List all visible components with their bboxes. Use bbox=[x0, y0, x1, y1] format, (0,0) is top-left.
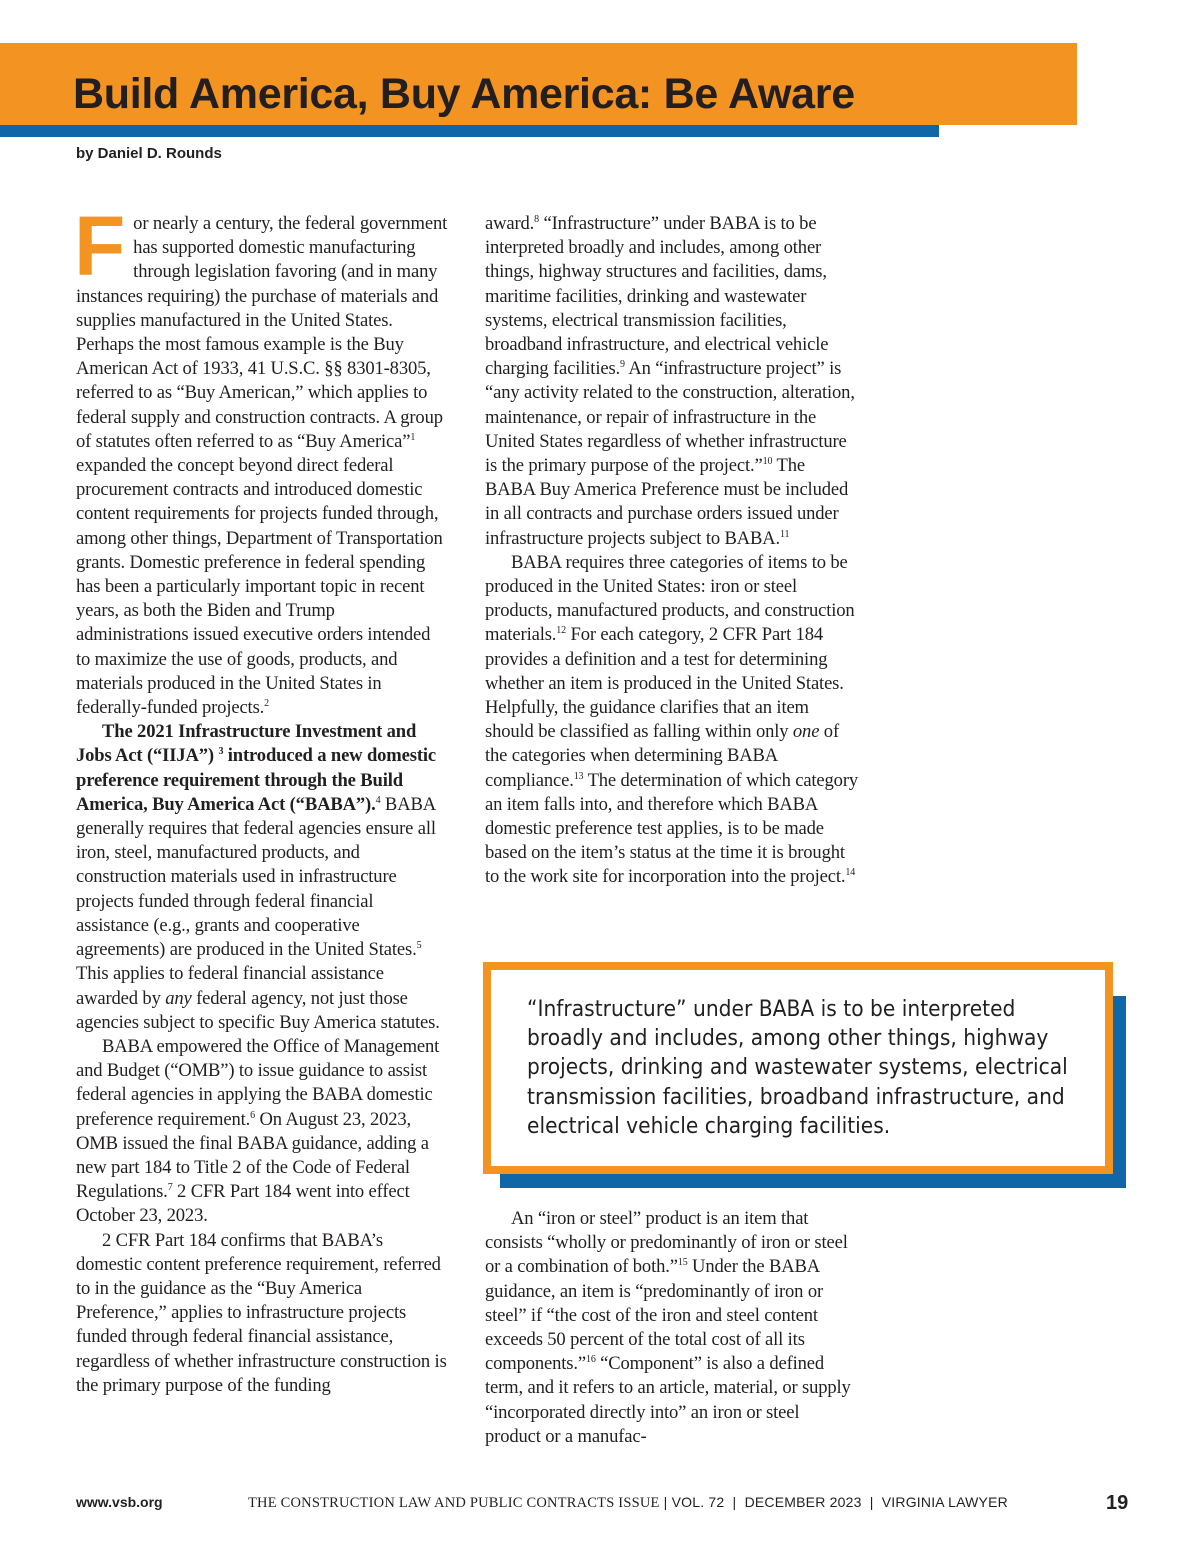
pull-quote-text: “Infrastructure” under BABA is to be interpreted broadly and includes, among other things, highway projects, drinking and wastewater systems, electrical transmission facilities, broadband infrastructure, and electrical vehicle charging facilities. bbox=[527, 996, 1068, 1139]
footnote-ref: 7 bbox=[167, 1182, 173, 1194]
footnote-ref: 4 bbox=[375, 794, 381, 806]
text-span: “Component” is also a defined term, and it refers to an article, material, or supply “incorporated directly into” an iron or steel product or a manufac- bbox=[485, 1353, 851, 1447]
text-span: Under the BABA guidance, an item is “predominantly of iron or steel” if “the cost of the iron and steel content exceeds 50 percent of the total cost of all its components.” bbox=[485, 1256, 824, 1375]
text-span: of the categories when determining BABA compliance. bbox=[485, 721, 839, 791]
emphasis: any bbox=[165, 987, 192, 1009]
footer-sep: | bbox=[724, 1494, 745, 1510]
paragraph bbox=[76, 1035, 448, 1229]
footnote-ref: 15 bbox=[677, 1257, 688, 1269]
footnote-ref: 5 bbox=[416, 940, 422, 952]
footer-sep: | bbox=[861, 1494, 882, 1510]
footer-issue: THE CONSTRUCTION LAW AND PUBLIC CONTRACTS ISSUE bbox=[248, 1495, 660, 1511]
text-span: BABA generally requires that federal agencies ensure all iron, steel, manufactured products, and construction materials used in infrastructure projects funded through federal financial assistance (e.g., grants and cooperative agreements) are produced in the United States. bbox=[76, 793, 436, 961]
footnote-ref: 8 bbox=[534, 214, 540, 225]
footer-issue-line bbox=[248, 1494, 1008, 1512]
text-span: federal agency, not just those agencies subject to specific Buy America statutes. bbox=[76, 987, 440, 1033]
intro-paragraph bbox=[74, 199, 448, 720]
text-span: An “infrastructure project” is “any activity related to the construction, alteration, maintenance, or repair of infrastructure in the United States regardless of whether infrastructure is the primary purpose of the project.” bbox=[485, 358, 855, 477]
footer-volume: VOL. 72 bbox=[671, 1494, 725, 1510]
footnote-ref: 1 bbox=[410, 431, 416, 443]
text-span: The BABA Buy America Preference must be included in all contracts and purchase orders issued under infrastructure projects subject to BABA. bbox=[485, 455, 849, 549]
text-span: This applies to federal financial assistance awarded by bbox=[76, 963, 384, 1009]
left-column bbox=[74, 199, 448, 1398]
footnote-ref: 6 bbox=[250, 1109, 255, 1121]
right-column-top bbox=[485, 212, 859, 890]
text-span: For each category, 2 CFR Part 184 provides a definition and a test for determining whether an item is produced in the United States. Helpfully, the guidance clarifies that an item should be classified as falling within only bbox=[485, 624, 844, 743]
drop-cap: F bbox=[74, 199, 126, 293]
text-span: or nearly a century, the federal government has supported domestic manufacturing through legislation favoring (and in many instances requiring) the purchase of materials and supplies manufactured in the United States. Perhaps the most famous example is the Buy American Act of 1933, 41 U.S.C. §§ 8301-8305, referred to as “Buy American,” which applies to federal supply and construction contracts. A group of statutes often referred to as “Buy America” bbox=[76, 213, 448, 452]
text-span: BABA requires three categories of items to be produced in the United States: iron or steel products, manufactured products, and construction materials. bbox=[485, 551, 855, 646]
text-span: award. bbox=[485, 213, 535, 234]
footer-website: www.vsb.org bbox=[76, 1494, 163, 1510]
footer-date: DECEMBER 2023 bbox=[744, 1494, 862, 1510]
text-span: On August 23, 2023, OMB issued the final BABA guidance, adding a new part 184 to Title 2 of the Code of Federal Regulations. bbox=[76, 1108, 429, 1203]
bold-lead: The 2021 Infrastructure Investment and Jobs Act (“IIJA”) bbox=[76, 721, 417, 767]
page-number: 19 bbox=[1106, 1492, 1129, 1514]
article-title: Build America, Buy America: Be Aware bbox=[73, 70, 855, 118]
byline: by Daniel D. Rounds bbox=[76, 145, 222, 162]
right-column-bottom bbox=[485, 1207, 859, 1449]
text-span: 2 CFR Part 184 went into effect October 23, 2023. bbox=[76, 1181, 410, 1227]
paragraph bbox=[76, 720, 448, 1035]
footnote-ref: 9 bbox=[620, 359, 625, 371]
emphasis: one bbox=[792, 721, 820, 743]
footnote-ref: 11 bbox=[780, 528, 790, 540]
text-span: BABA empowered the Office of Management and Budget (“OMB”) to issue guidance to assist federal agencies in applying the BABA domestic preference requirement. bbox=[76, 1035, 440, 1130]
footnote-ref: 14 bbox=[845, 867, 856, 879]
paragraph bbox=[485, 1207, 859, 1449]
paragraph: 2 CFR Part 184 confirms that BABA’s domestic content preference requirement, referred to in the guidance as the “Buy America Preference,” applies to infrastructure projects funded through federal financial assistance, regardless of whether infrastructure construction is the primary purpose of the funding bbox=[76, 1229, 447, 1396]
footnote-ref: 2 bbox=[264, 698, 270, 710]
footer-magazine: VIRGINIA LAWYER bbox=[881, 1494, 1008, 1510]
footnote-ref: 12 bbox=[556, 625, 566, 637]
footnote-ref: 3 bbox=[218, 746, 224, 758]
footnote-ref: 13 bbox=[573, 770, 584, 782]
footer-sep: | bbox=[659, 1494, 672, 1510]
text-span: “Infrastructure” under BABA is to be interpreted broadly and includes, among other things, highway structures and facilities, dams, maritime facilities, drinking and wastewater systems, electrical transmission facilities, broadband infrastructure, and electrical vehicle charging facilities. bbox=[485, 213, 829, 380]
footnote-ref: 16 bbox=[585, 1354, 596, 1366]
text-span: An “iron or steel” product is an item that consists “wholly or predominantly of iron or steel or a combination of both.” bbox=[485, 1208, 848, 1278]
title-rule bbox=[0, 125, 939, 137]
paragraph bbox=[485, 551, 859, 890]
bold-lead: introduced a new domestic preference requirement through the Build America, Buy America Act (“BABA”). bbox=[76, 745, 436, 815]
text-span: expanded the concept beyond direct federal procurement contracts and introduced domestic content requirements for projects funded through, among other things, Department of Transportation grants. Domestic preference in federal spending has been a particularly important topic in recent years, as both the Biden and Trump administrations issued executive orders intended to maximize the use of goods, products, and materials produced in the United States in federally-funded projects. bbox=[76, 455, 443, 719]
text-span: The determination of which category an item falls into, and therefore which BABA domestic preference test applies, is to be made based on the item’s status at the time it is brought to the work site for incorporation into the project. bbox=[485, 769, 859, 888]
footnote-ref: 10 bbox=[762, 456, 773, 468]
paragraph bbox=[485, 212, 859, 551]
